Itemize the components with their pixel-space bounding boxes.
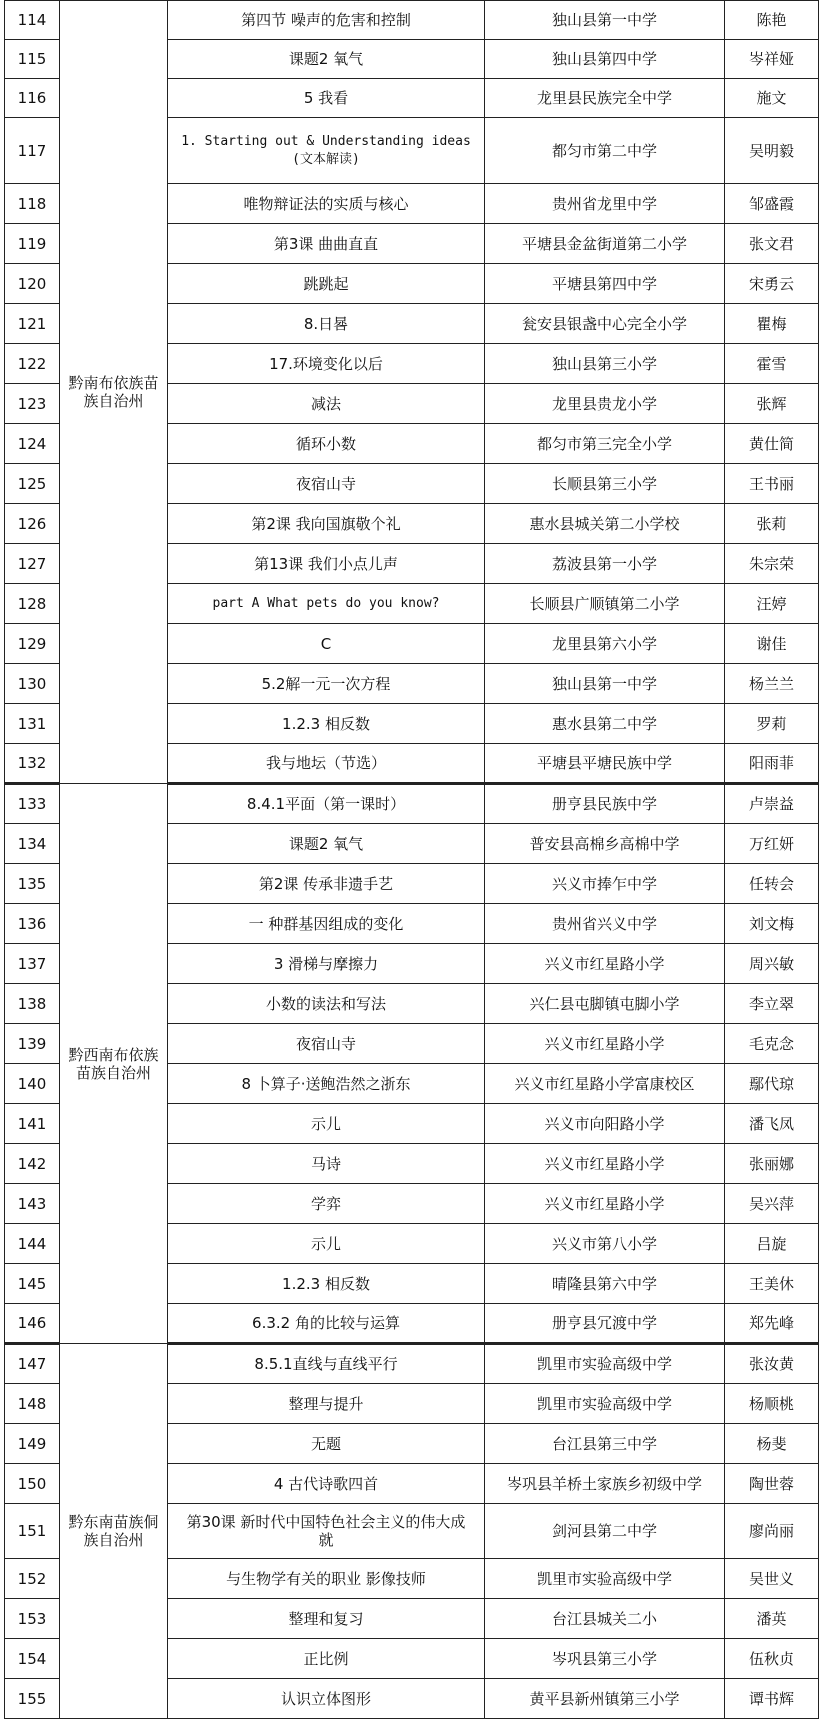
teacher-name: 万红妍 <box>725 824 819 864</box>
row-number: 149 <box>5 1424 60 1464</box>
row-number: 147 <box>5 1344 60 1384</box>
school-name: 兴义市向阳路小学 <box>485 1104 725 1144</box>
row-number: 151 <box>5 1504 60 1559</box>
school-name: 都匀市第二中学 <box>485 118 725 184</box>
row-number: 136 <box>5 904 60 944</box>
school-name: 岑巩县羊桥土家族乡初级中学 <box>485 1464 725 1504</box>
teacher-name: 任转会 <box>725 864 819 904</box>
row-number: 148 <box>5 1384 60 1424</box>
teacher-name: 邹盛霞 <box>725 184 819 224</box>
lesson-title: 学弈 <box>168 1184 485 1224</box>
teacher-name: 陶世蓉 <box>725 1464 819 1504</box>
teacher-name: 杨兰兰 <box>725 664 819 704</box>
school-name: 惠水县第二中学 <box>485 704 725 744</box>
row-number: 154 <box>5 1639 60 1679</box>
row-number: 114 <box>5 1 60 40</box>
school-name: 平塘县平塘民族中学 <box>485 744 725 784</box>
school-name: 凯里市实验高级中学 <box>485 1384 725 1424</box>
lesson-title: 3 滑梯与摩擦力 <box>168 944 485 984</box>
row-number: 137 <box>5 944 60 984</box>
school-name: 兴义市红星路小学 <box>485 1184 725 1224</box>
region-cell: 黔东南苗族侗 族自治州 <box>60 1344 168 1719</box>
row-number: 120 <box>5 264 60 304</box>
lesson-title: 整理与提升 <box>168 1384 485 1424</box>
school-name: 凯里市实验高级中学 <box>485 1559 725 1599</box>
school-name: 剑河县第二中学 <box>485 1504 725 1559</box>
school-name: 独山县第一中学 <box>485 1 725 40</box>
teacher-name: 陈艳 <box>725 1 819 40</box>
teacher-name: 王美休 <box>725 1264 819 1304</box>
lesson-title: 8 卜算子·送鲍浩然之浙东 <box>168 1064 485 1104</box>
row-number: 140 <box>5 1064 60 1104</box>
school-name: 岑巩县第三小学 <box>485 1639 725 1679</box>
row-number: 133 <box>5 784 60 824</box>
school-name: 兴义市红星路小学富康校区 <box>485 1064 725 1104</box>
teacher-name: 吴世义 <box>725 1559 819 1599</box>
lesson-title: 第3课 曲曲直直 <box>168 224 485 264</box>
lesson-title: 4 古代诗歌四首 <box>168 1464 485 1504</box>
school-name: 龙里县民族完全中学 <box>485 79 725 118</box>
lesson-title: 与生物学有关的职业 影像技师 <box>168 1559 485 1599</box>
lesson-title: 5.2解一元一次方程 <box>168 664 485 704</box>
lesson-title: 循环小数 <box>168 424 485 464</box>
row-number: 128 <box>5 584 60 624</box>
teacher-name: 黄仕简 <box>725 424 819 464</box>
row-number: 153 <box>5 1599 60 1639</box>
teacher-name: 霍雪 <box>725 344 819 384</box>
teacher-name: 潘英 <box>725 1599 819 1639</box>
teacher-name: 杨斐 <box>725 1424 819 1464</box>
lesson-title: 我与地坛（节选） <box>168 744 485 784</box>
row-number: 127 <box>5 544 60 584</box>
teacher-name: 吕旋 <box>725 1224 819 1264</box>
school-name: 平塘县第四中学 <box>485 264 725 304</box>
school-name: 兴义市红星路小学 <box>485 944 725 984</box>
lesson-title: 第2课 我向国旗敬个礼 <box>168 504 485 544</box>
teacher-name: 刘文梅 <box>725 904 819 944</box>
lesson-title: 8.4.1平面（第一课时） <box>168 784 485 824</box>
school-name: 独山县第四中学 <box>485 40 725 79</box>
lesson-title: 示儿 <box>168 1104 485 1144</box>
row-number: 145 <box>5 1264 60 1304</box>
row-number: 143 <box>5 1184 60 1224</box>
school-name: 兴仁县屯脚镇屯脚小学 <box>485 984 725 1024</box>
lesson-title: 1.2.3 相反数 <box>168 1264 485 1304</box>
row-number: 146 <box>5 1304 60 1344</box>
row-number: 121 <box>5 304 60 344</box>
school-name: 都匀市第三完全小学 <box>485 424 725 464</box>
row-number: 155 <box>5 1679 60 1719</box>
table-body <box>5 1 819 1719</box>
teacher-name: 张文君 <box>725 224 819 264</box>
lesson-title: 夜宿山寺 <box>168 464 485 504</box>
school-name: 贵州省龙里中学 <box>485 184 725 224</box>
lesson-title: 一 种群基因组成的变化 <box>168 904 485 944</box>
row-number: 135 <box>5 864 60 904</box>
teacher-name: 谢佳 <box>725 624 819 664</box>
teacher-name: 汪婷 <box>725 584 819 624</box>
row-number: 129 <box>5 624 60 664</box>
row-number: 130 <box>5 664 60 704</box>
teacher-name: 毛克念 <box>725 1024 819 1064</box>
lesson-title: 课题2 氧气 <box>168 40 485 79</box>
school-name: 长顺县第三小学 <box>485 464 725 504</box>
row-number: 126 <box>5 504 60 544</box>
teacher-name: 朱宗荣 <box>725 544 819 584</box>
lesson-title: 第13课 我们小点儿声 <box>168 544 485 584</box>
teacher-name: 周兴敏 <box>725 944 819 984</box>
lesson-title: 唯物辩证法的实质与核心 <box>168 184 485 224</box>
teacher-name: 张辉 <box>725 384 819 424</box>
lesson-title: part A What pets do you know? <box>168 584 485 624</box>
table-row <box>5 784 819 824</box>
lesson-title: 1.2.3 相反数 <box>168 704 485 744</box>
row-number: 144 <box>5 1224 60 1264</box>
school-name: 兴义市红星路小学 <box>485 1144 725 1184</box>
teacher-name: 王书丽 <box>725 464 819 504</box>
teacher-name: 张汝黄 <box>725 1344 819 1384</box>
lesson-title: 课题2 氧气 <box>168 824 485 864</box>
school-name: 晴隆县第六中学 <box>485 1264 725 1304</box>
teacher-name: 吴明毅 <box>725 118 819 184</box>
school-name: 贵州省兴义中学 <box>485 904 725 944</box>
lesson-title: 6.3.2 角的比较与运算 <box>168 1304 485 1344</box>
row-number: 142 <box>5 1144 60 1184</box>
teacher-name: 瞿梅 <box>725 304 819 344</box>
row-number: 150 <box>5 1464 60 1504</box>
lesson-title: 8.日晷 <box>168 304 485 344</box>
table-row <box>5 1344 819 1384</box>
school-name: 龙里县贵龙小学 <box>485 384 725 424</box>
teacher-name: 阳雨菲 <box>725 744 819 784</box>
teacher-name: 张丽娜 <box>725 1144 819 1184</box>
lesson-title: 第2课 传承非遗手艺 <box>168 864 485 904</box>
teacher-name: 李立翠 <box>725 984 819 1024</box>
school-name: 平塘县金盆街道第二小学 <box>485 224 725 264</box>
row-number: 123 <box>5 384 60 424</box>
row-number: 118 <box>5 184 60 224</box>
school-name: 兴义市红星路小学 <box>485 1024 725 1064</box>
lesson-title: 减法 <box>168 384 485 424</box>
teacher-name: 鄢代琼 <box>725 1064 819 1104</box>
school-name: 独山县第一中学 <box>485 664 725 704</box>
school-name: 荔波县第一小学 <box>485 544 725 584</box>
lesson-title: 1. Starting out & Understanding ideas (文本解读) <box>168 118 485 184</box>
results-table <box>4 0 819 1719</box>
lesson-title: 马诗 <box>168 1144 485 1184</box>
school-name: 台江县城关二小 <box>485 1599 725 1639</box>
teacher-name: 伍秋贞 <box>725 1639 819 1679</box>
school-name: 台江县第三中学 <box>485 1424 725 1464</box>
teacher-name: 罗莉 <box>725 704 819 744</box>
row-number: 132 <box>5 744 60 784</box>
region-cell: 黔西南布依族 苗族自治州 <box>60 784 168 1344</box>
row-number: 122 <box>5 344 60 384</box>
school-name: 长顺县广顺镇第二小学 <box>485 584 725 624</box>
row-number: 116 <box>5 79 60 118</box>
lesson-title: 17.环境变化以后 <box>168 344 485 384</box>
lesson-title: 认识立体图形 <box>168 1679 485 1719</box>
school-name: 兴义市捧乍中学 <box>485 864 725 904</box>
lesson-title: 示儿 <box>168 1224 485 1264</box>
region-cell: 黔南布依族苗 族自治州 <box>60 1 168 784</box>
row-number: 138 <box>5 984 60 1024</box>
school-name: 兴义市第八小学 <box>485 1224 725 1264</box>
teacher-name: 杨顺桃 <box>725 1384 819 1424</box>
lesson-title: 整理和复习 <box>168 1599 485 1639</box>
school-name: 册亨县冗渡中学 <box>485 1304 725 1344</box>
row-number: 125 <box>5 464 60 504</box>
lesson-title: 5 我看 <box>168 79 485 118</box>
row-number: 152 <box>5 1559 60 1599</box>
row-number: 141 <box>5 1104 60 1144</box>
teacher-name: 谭书辉 <box>725 1679 819 1719</box>
row-number: 134 <box>5 824 60 864</box>
lesson-title: 小数的读法和写法 <box>168 984 485 1024</box>
lesson-title: 夜宿山寺 <box>168 1024 485 1064</box>
school-name: 册亨县民族中学 <box>485 784 725 824</box>
row-number: 124 <box>5 424 60 464</box>
row-number: 115 <box>5 40 60 79</box>
school-name: 独山县第三小学 <box>485 344 725 384</box>
lesson-title: C <box>168 624 485 664</box>
lesson-title: 跳跳起 <box>168 264 485 304</box>
school-name: 普安县高棉乡高棉中学 <box>485 824 725 864</box>
teacher-name: 施文 <box>725 79 819 118</box>
lesson-title: 无题 <box>168 1424 485 1464</box>
school-name: 瓮安县银盏中心完全小学 <box>485 304 725 344</box>
teacher-name: 岑祥娅 <box>725 40 819 79</box>
teacher-name: 宋勇云 <box>725 264 819 304</box>
school-name: 惠水县城关第二小学校 <box>485 504 725 544</box>
lesson-title: 第30课 新时代中国特色社会主义的伟大成 就 <box>168 1504 485 1559</box>
lesson-title: 8.5.1直线与直线平行 <box>168 1344 485 1384</box>
row-number: 119 <box>5 224 60 264</box>
row-number: 139 <box>5 1024 60 1064</box>
lesson-title: 正比例 <box>168 1639 485 1679</box>
teacher-name: 吴兴萍 <box>725 1184 819 1224</box>
table-row <box>5 1 819 40</box>
row-number: 117 <box>5 118 60 184</box>
school-name: 凯里市实验高级中学 <box>485 1344 725 1384</box>
lesson-title: 第四节 噪声的危害和控制 <box>168 1 485 40</box>
school-name: 黄平县新州镇第三小学 <box>485 1679 725 1719</box>
school-name: 龙里县第六小学 <box>485 624 725 664</box>
teacher-name: 卢崇益 <box>725 784 819 824</box>
teacher-name: 张莉 <box>725 504 819 544</box>
row-number: 131 <box>5 704 60 744</box>
teacher-name: 潘飞凤 <box>725 1104 819 1144</box>
teacher-name: 廖尚丽 <box>725 1504 819 1559</box>
teacher-name: 郑先峰 <box>725 1304 819 1344</box>
